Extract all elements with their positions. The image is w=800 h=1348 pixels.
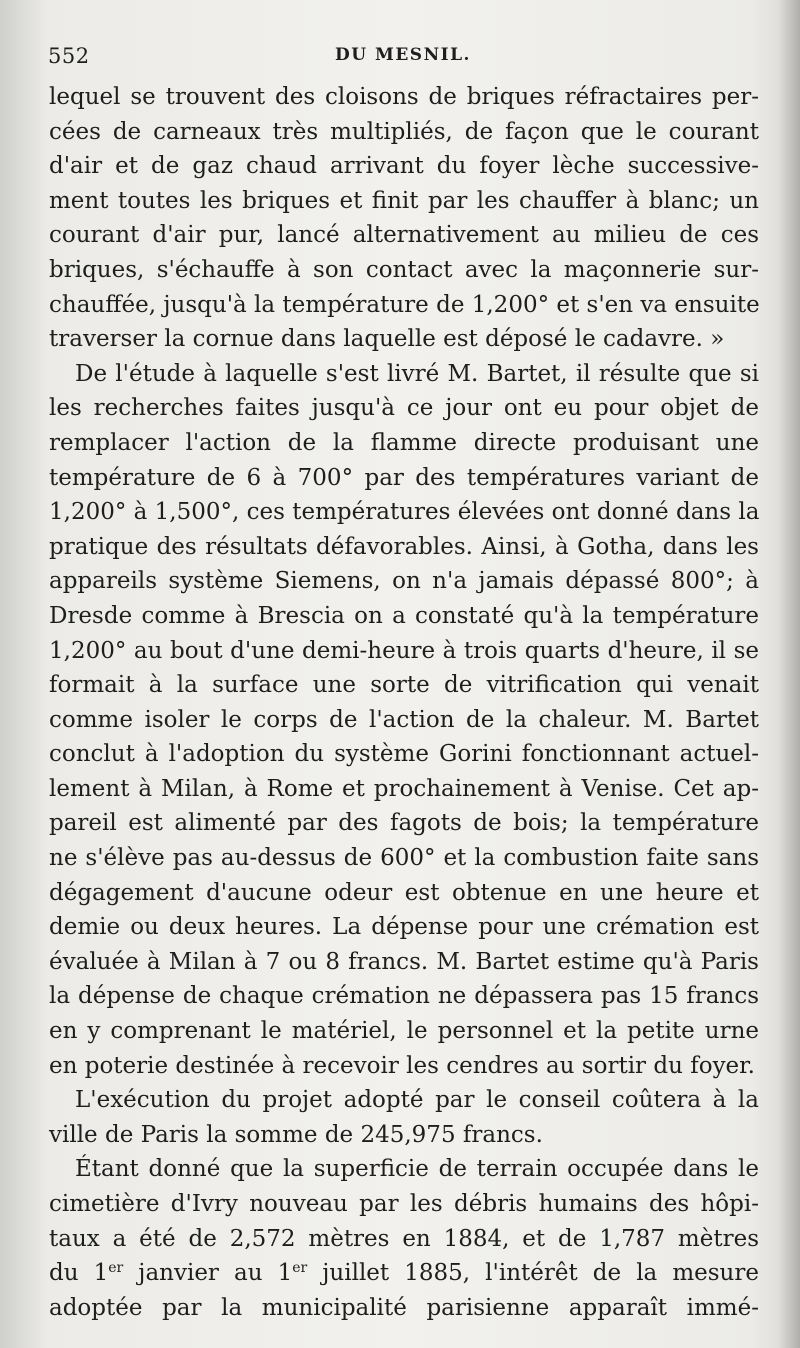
text-line: en poterie destinée à recevoir les cendres au sortir du foyer. <box>49 1052 755 1079</box>
superscript: er <box>108 1260 124 1277</box>
text-line: cées de carneaux très multipliés, de façon que le courant <box>49 118 759 145</box>
text-line: 1,200° à 1,500°, ces températures élevées ont donné dans la <box>49 499 760 526</box>
text-line: les recherches faites jusqu'à ce jour ont eu pour objet de <box>49 395 759 422</box>
text-line: demie ou deux heures. La dépense pour une crémation est <box>49 914 759 941</box>
text-line: formait à la surface une sorte de vitrification qui venait <box>49 672 759 699</box>
text-line: traverser la cornue dans laquelle est déposé le cadavre. » <box>49 326 725 353</box>
text-line: ne s'élève pas au-dessus de 600° et la combustion faite sans <box>49 845 759 872</box>
running-head: DU MESNIL. <box>335 45 471 65</box>
text-line: taux a été de 2,572 mètres en 1884, et de 1,787 mètres <box>49 1225 759 1252</box>
text-line: briques, s'échauffe à son contact avec la maçonnerie sur- <box>49 256 759 283</box>
text-line: d'air et de gaz chaud arrivant du foyer lèche successive- <box>49 153 759 180</box>
text-line: appareils système Siemens, on n'a jamais dépassé 800°; à <box>49 568 759 595</box>
text-line: évaluée à Milan à 7 ou 8 francs. M. Bartet estime qu'à Paris <box>49 948 759 975</box>
text-line: en y comprenant le matériel, le personnel et la petite urne <box>49 1018 759 1045</box>
body-text <box>49 80 759 1325</box>
text-line: lement à Milan, à Rome et prochainement à Venise. Cet ap- <box>49 775 759 802</box>
text-line: conclut à l'adoption du système Gorini fonctionnant actuel- <box>49 741 759 768</box>
text-line: 1,200° au bout d'une demi-heure à trois quarts d'heure, il se <box>49 637 759 664</box>
page-header <box>48 44 758 72</box>
superscript: er <box>292 1260 308 1277</box>
text-line: remplacer l'action de la flamme directe produisant une <box>49 429 759 456</box>
text-line: comme isoler le corps de l'action de la chaleur. M. Bartet <box>49 706 759 733</box>
text-line: température de 6 à 700° par des températures variant de <box>49 464 759 491</box>
text-line: la dépense de chaque crémation ne dépassera pas 15 francs <box>49 983 759 1010</box>
text-line: L'exécution du projet adopté par le conseil coûtera à la <box>75 1087 759 1114</box>
text-line: ville de Paris la somme de 245,975 francs. <box>49 1121 543 1148</box>
text-line: dégagement d'aucune odeur est obtenue en une heure et <box>49 879 759 906</box>
line-segment: du 1 <box>49 1260 109 1287</box>
text-line: De l'étude à laquelle s'est livré M. Bartet, il résulte que si <box>75 360 759 387</box>
line-segment: janvier au 1 <box>123 1260 293 1287</box>
text-line: chauffée, jusqu'à la température de 1,200° et s'en va ensuite <box>49 291 760 318</box>
text-line: cimetière d'Ivry nouveau par les débris humains des hôpi- <box>49 1191 759 1217</box>
text-line: adoptée par la municipalité parisienne apparaît immé- <box>49 1294 759 1321</box>
text-line: pratique des résultats défavorables. Ainsi, à Gotha, dans les <box>49 533 759 560</box>
text-line: ment toutes les briques et finit par les chauffer à blanc; un <box>49 187 759 214</box>
page-edge-shadow <box>778 0 800 1348</box>
text-line-with-superscripts <box>49 1256 759 1291</box>
text-line: courant d'air pur, lancé alternativement au milieu de ces <box>49 222 759 249</box>
text-line: Dresde comme à Brescia on a constaté qu'à la température <box>49 602 759 629</box>
page-number: 552 <box>48 44 90 68</box>
text-line: lequel se trouvent des cloisons de briques réfractaires per- <box>49 84 759 110</box>
line-segment: juillet 1885, l'intérêt de la mesure <box>307 1260 759 1287</box>
text-line: Étant donné que la superficie de terrain occupée dans le <box>75 1156 759 1183</box>
text-line: pareil est alimenté par des fagots de bois; la température <box>49 810 759 837</box>
